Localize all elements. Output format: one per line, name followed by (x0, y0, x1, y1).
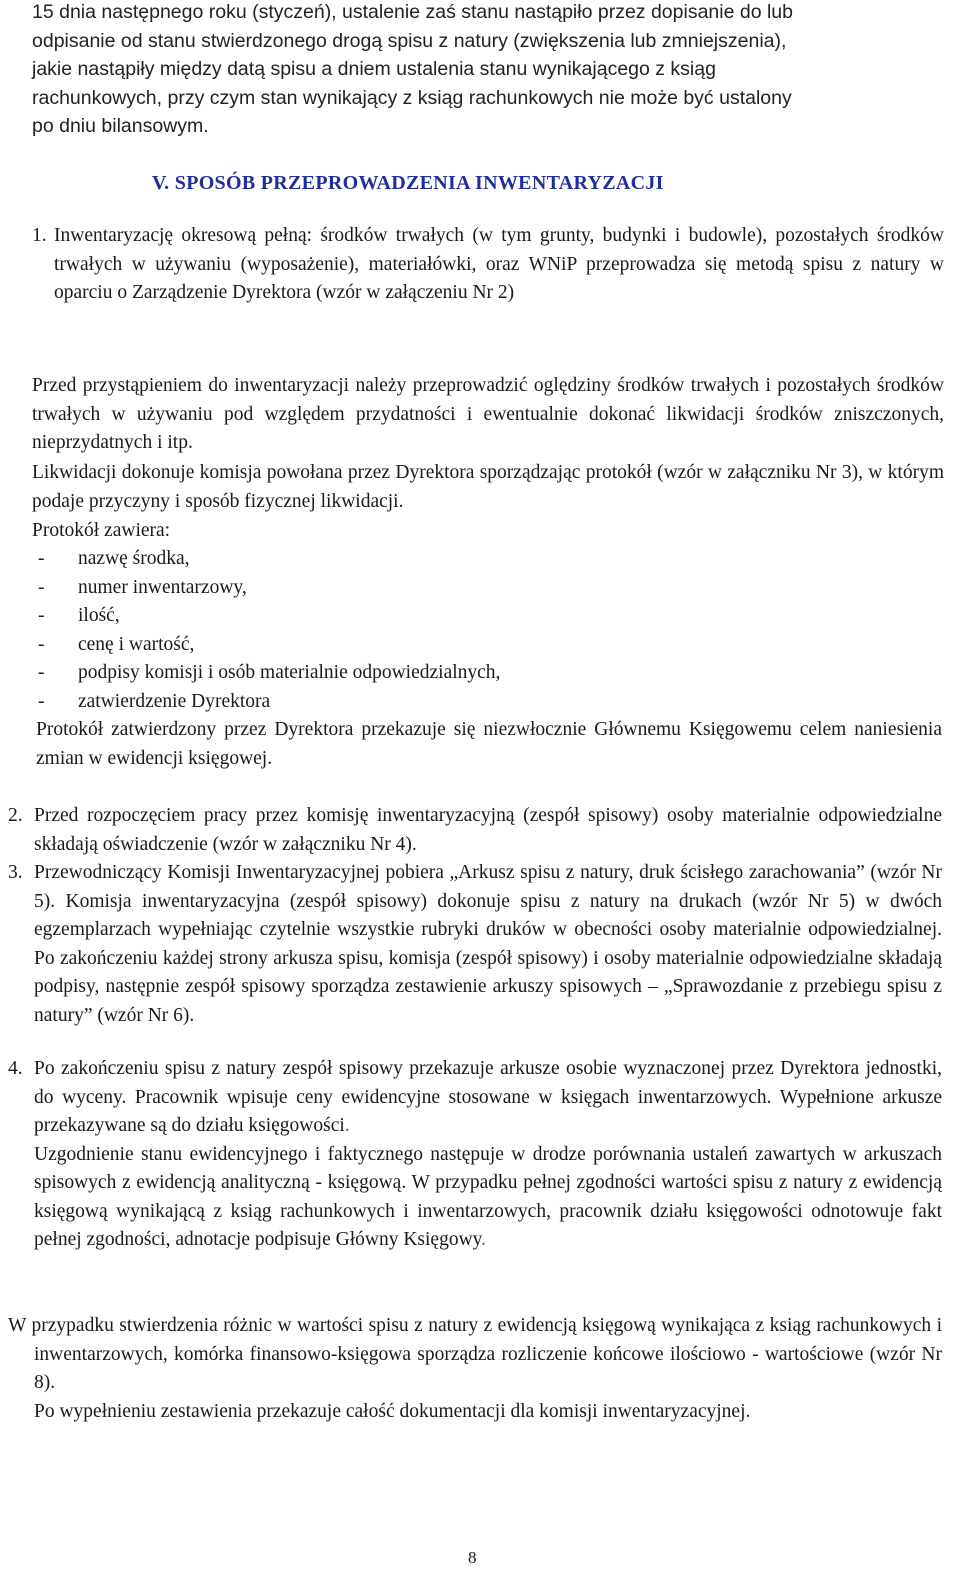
list-item: - ilość, (38, 605, 120, 626)
list-item: - podpisy komisji i osób materialnie odpowiedzialnych, (38, 662, 501, 683)
item-number: 2. (8, 805, 23, 826)
item-4 (8, 1055, 942, 1255)
intro-paragraph (32, 0, 944, 141)
item-1 (32, 222, 944, 308)
item-1-text: Inwentaryzację okresową pełną: środków trwałych (w tym grunty, budynki i budowle), pozostałych środków trwałych w używaniu (wyposażenie), materiałówki, oraz WNiP przeprowadza się metodą spisu z natury w oparciu o Zarządzenie Dyrektora (wzór w załączeniu Nr 2) (54, 225, 944, 303)
intro-line: po dniu bilansowym. (32, 115, 209, 137)
intro-line: 15 dnia następnego roku (styczeń), ustalenie zaś stanu nastąpiło przez dopisanie do lub (32, 1, 793, 23)
item-2 (8, 802, 942, 859)
item-number: 3. (8, 862, 23, 883)
item-3 (8, 859, 942, 1030)
section-heading: V. SPOSÓB PRZEPROWADZENIA INWENTARYZACJI (152, 172, 664, 194)
paragraph-likwidacji: Likwidacji dokonuje komisja powołana przez Dyrektora sporządzając protokół (wzór w załączniku Nr 3), w którym podaje przyczyny i sposób fizycznej likwidacji. (32, 462, 944, 512)
closing-paragraph-2: Po wypełnieniu zestawienia przekazuje całość dokumentacji dla komisji inwentaryzacyjnej. (34, 1401, 751, 1422)
item-number: 4. (8, 1058, 23, 1079)
list-item: - nazwę środka, (38, 548, 190, 569)
list-item: - zatwierdzenie Dyrektora (38, 690, 271, 712)
paragraph-przed: Przed przystąpieniem do inwentaryzacji należy przeprowadzić oględziny środków trwałych i pozostałych środków trwałych w używaniu pod względem przydatności i ewentualnie dokonać likwidacji środków zniszczonych, nieprzydatnych i itp. (32, 375, 944, 453)
closing-paragraph-1: W przypadku stwierdzenia różnic w wartości spisu z natury z ewidencją księgową wynikająca z ksiąg rachunkowych i inwentarzowych, komórka finansowo-księgowa sporządza rozliczenie końcowe ilościowo - wartościowe (wzór Nr 8). (8, 1315, 942, 1393)
item-2-text: Przed rozpoczęciem pracy przez komisję inwentaryzacyjną (zespół spisowy) osoby materialnie odpowiedzialne składają oświadczenie (wzór w załączniku Nr 4). (34, 805, 942, 855)
intro-line: odpisanie od stanu stwierdzonego drogą spisu z natury (zwiększenia lub zmniejszenia), (32, 29, 787, 52)
item-number: 1. (32, 225, 47, 246)
item-4-text-a: Po zakończeniu spisu z natury zespół spisowy przekazuje arkusze osobie wyznaczonej przez Dyrektora jednostki, do wyceny. Pracownik wpisuje ceny ewidencyjne stosowane w księgach inwentarzowych. Wypełnione arkusze przekazywane są do działu księgowości. (34, 1058, 942, 1136)
page-number: 8 (468, 1548, 477, 1567)
list-item: - cenę i wartość, (38, 633, 195, 655)
item-4-text-b: Uzgodnienie stanu ewidencyjnego i faktycznego następuje w drodze porównania ustaleń zawartych w arkuszach spisowych z ewidencją analityczną - księgową. W przypadku pełnej zgodności wartości spisu z natury z ewidencją księgową wynikającą z ksiąg rachunkowych i inwentarzowych, pracownik działu księgowości odnotowuje fakt pełnej zgodności, adnotacje podpisuje Główny Księgowy. (34, 1143, 942, 1250)
item-3-text: Przewodniczący Komisji Inwentaryzacyjnej pobiera „Arkusz spisu z natury, druk ścisłego zarachowania” (wzór Nr 5). Komisja inwentaryzacyjna (zespół spisowy) dokonuje spisu z natury na drukach (wzór Nr 5) w dwóch egzemplarzach wypełniając czytelnie wszystkie rubryki druków w obecności osoby materialnie odpowiedzialnej. Po zakończeniu każdej strony arkusza spisu, komisja (zespół spisowy) i osoby materialnie odpowiedzialne składają podpisy, następnie zespół spisowy sporządza zestawienie arkuszy spisowych – „Sprawozdanie z przebiegu spisu z natury” (wzór Nr 6). (34, 862, 942, 1026)
protokol-list (32, 545, 944, 716)
intro-line: rachunkowych, przy czym stan wynikający z ksiąg rachunkowych nie może być ustalony (32, 86, 792, 109)
paragraph-zatwierdzony: Protokół zatwierdzony przez Dyrektora przekazuje się niezwłocznie Głównemu Księgowemu celem naniesienia zmian w ewidencji księgowej. (36, 719, 942, 769)
protokol-intro: Protokół zawiera: (32, 520, 171, 541)
intro-line: jakie nastąpiły między datą spisu a dniem ustalenia stanu wynikającego z ksiąg (32, 58, 716, 80)
list-item: - numer inwentarzowy, (38, 576, 247, 598)
